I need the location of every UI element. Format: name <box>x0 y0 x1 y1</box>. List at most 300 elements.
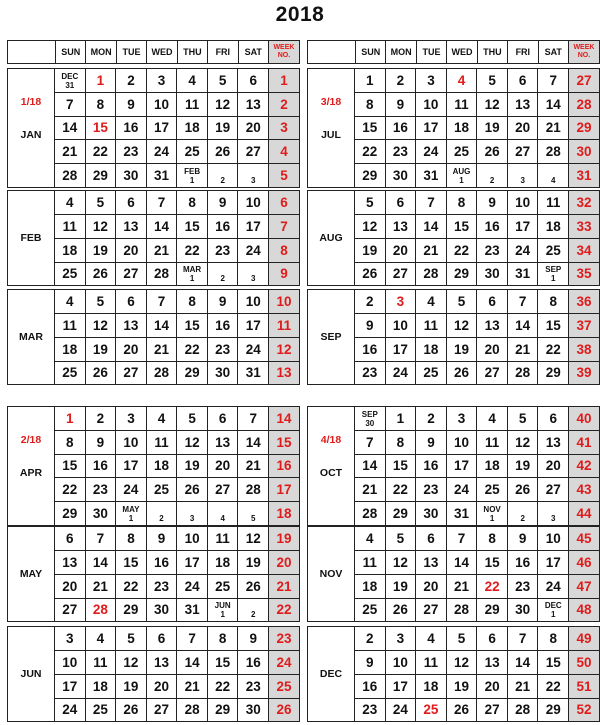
day-cell[interactable]: 26 <box>355 263 386 286</box>
day-cell[interactable] <box>538 263 569 286</box>
day-cell[interactable]: 27 <box>116 263 147 286</box>
day-cell[interactable]: 16 <box>508 551 539 574</box>
day-cell[interactable]: 26 <box>116 699 147 722</box>
day-cell[interactable]: 23 <box>116 140 147 163</box>
day-cell[interactable]: 4 <box>355 527 386 550</box>
day-cell[interactable]: 28 <box>447 599 478 622</box>
day-cell[interactable]: 6 <box>55 527 86 550</box>
day-cell[interactable]: 17 <box>177 551 208 574</box>
day-cell[interactable]: 15 <box>116 551 147 574</box>
day-cell[interactable]: 15 <box>55 455 86 478</box>
day-cell[interactable]: 21 <box>147 338 178 361</box>
day-cell[interactable]: 10 <box>55 651 86 674</box>
day-cell[interactable]: 22 <box>538 338 569 361</box>
day-cell[interactable]: 6 <box>508 69 539 92</box>
day-cell[interactable]: 17 <box>386 338 417 361</box>
day-cell[interactable]: 12 <box>208 93 239 116</box>
day-cell[interactable]: 21 <box>238 455 269 478</box>
day-cell[interactable]: 18 <box>208 551 239 574</box>
day-cell[interactable]: 7 <box>508 290 539 313</box>
day-cell[interactable]: 6 <box>416 527 447 550</box>
day-cell[interactable] <box>447 164 478 187</box>
day-cell[interactable]: 8 <box>116 527 147 550</box>
day-cell[interactable]: 9 <box>116 93 147 116</box>
day-cell[interactable]: 10 <box>538 527 569 550</box>
day-cell[interactable]: 30 <box>386 164 417 187</box>
day-cell[interactable]: 26 <box>477 140 508 163</box>
day-cell[interactable]: 5 <box>508 407 539 430</box>
day-cell[interactable]: 8 <box>177 191 208 214</box>
day-cell[interactable]: 11 <box>55 215 86 238</box>
day-cell[interactable]: 21 <box>86 575 117 598</box>
day-cell[interactable]: 7 <box>538 69 569 92</box>
day-cell[interactable]: 30 <box>208 362 239 385</box>
day-cell[interactable]: 10 <box>508 191 539 214</box>
day-cell[interactable]: 11 <box>447 93 478 116</box>
day-cell[interactable]: 15 <box>208 651 239 674</box>
day-cell[interactable]: 28 <box>147 263 178 286</box>
day-cell[interactable]: 23 <box>208 338 239 361</box>
day-cell[interactable]: 19 <box>86 338 117 361</box>
day-cell[interactable]: 29 <box>477 599 508 622</box>
day-cell[interactable]: 19 <box>86 239 117 262</box>
day-cell[interactable]: 15 <box>355 117 386 140</box>
day-cell[interactable]: 20 <box>538 455 569 478</box>
day-cell[interactable]: 4 <box>208 502 239 525</box>
day-cell[interactable]: 5 <box>208 69 239 92</box>
day-cell[interactable]: 11 <box>208 527 239 550</box>
day-cell[interactable]: 27 <box>538 478 569 501</box>
day-cell[interactable]: 31 <box>416 164 447 187</box>
day-cell[interactable]: 14 <box>416 215 447 238</box>
day-cell[interactable]: 16 <box>208 314 239 337</box>
day-cell[interactable]: 8 <box>86 93 117 116</box>
day-cell[interactable]: 26 <box>447 699 478 722</box>
day-cell[interactable]: 6 <box>116 290 147 313</box>
day-cell[interactable]: 14 <box>508 314 539 337</box>
day-cell[interactable]: 31 <box>147 164 178 187</box>
day-cell[interactable]: 24 <box>177 575 208 598</box>
day-cell[interactable]: 3 <box>55 627 86 650</box>
day-cell[interactable]: 2 <box>208 263 239 286</box>
day-cell[interactable]: 20 <box>116 239 147 262</box>
day-cell[interactable]: 15 <box>447 215 478 238</box>
day-cell[interactable] <box>55 69 86 92</box>
day-cell[interactable]: 19 <box>208 117 239 140</box>
day-cell[interactable]: 13 <box>116 314 147 337</box>
day-cell[interactable]: 20 <box>477 338 508 361</box>
day-cell[interactable]: 10 <box>238 191 269 214</box>
day-cell[interactable]: 25 <box>447 140 478 163</box>
day-cell[interactable]: 14 <box>508 651 539 674</box>
day-cell[interactable]: 2 <box>508 502 539 525</box>
day-cell[interactable]: 11 <box>86 651 117 674</box>
day-cell[interactable]: 19 <box>447 338 478 361</box>
day-cell[interactable]: 5 <box>447 627 478 650</box>
day-cell[interactable]: 1 <box>86 69 117 92</box>
day-cell[interactable]: 19 <box>477 117 508 140</box>
day-cell[interactable]: 20 <box>116 338 147 361</box>
day-cell[interactable]: 25 <box>208 575 239 598</box>
day-cell[interactable]: 7 <box>147 191 178 214</box>
day-cell[interactable]: 28 <box>238 478 269 501</box>
day-cell[interactable]: 3 <box>238 164 269 187</box>
day-cell[interactable]: 27 <box>477 362 508 385</box>
day-cell[interactable]: 26 <box>86 263 117 286</box>
day-cell[interactable]: 26 <box>177 478 208 501</box>
day-cell[interactable]: 15 <box>538 314 569 337</box>
day-cell[interactable]: 2 <box>208 164 239 187</box>
day-cell[interactable]: 21 <box>147 239 178 262</box>
day-cell[interactable]: 24 <box>55 699 86 722</box>
day-cell[interactable]: 28 <box>55 164 86 187</box>
day-cell[interactable]: 22 <box>55 478 86 501</box>
day-cell[interactable]: 25 <box>416 699 447 722</box>
day-cell[interactable]: 24 <box>238 239 269 262</box>
day-cell[interactable]: 4 <box>147 407 178 430</box>
day-cell[interactable]: 13 <box>538 431 569 454</box>
day-cell[interactable]: 25 <box>416 362 447 385</box>
day-cell[interactable]: 18 <box>416 338 447 361</box>
day-cell[interactable]: 9 <box>208 290 239 313</box>
day-cell[interactable]: 1 <box>386 407 417 430</box>
day-cell[interactable]: 15 <box>538 651 569 674</box>
day-cell[interactable]: 12 <box>86 314 117 337</box>
day-cell[interactable]: 11 <box>416 651 447 674</box>
day-cell[interactable]: 12 <box>86 215 117 238</box>
day-cell[interactable]: 9 <box>86 431 117 454</box>
day-cell[interactable]: 19 <box>447 675 478 698</box>
day-cell[interactable]: 18 <box>355 575 386 598</box>
day-cell[interactable]: 22 <box>447 239 478 262</box>
day-cell[interactable]: 29 <box>538 699 569 722</box>
day-cell[interactable]: 25 <box>55 362 86 385</box>
day-cell[interactable] <box>538 599 569 622</box>
day-cell[interactable]: 24 <box>386 699 417 722</box>
day-cell[interactable]: 16 <box>147 551 178 574</box>
day-cell[interactable]: 13 <box>238 93 269 116</box>
day-cell[interactable]: 9 <box>238 627 269 650</box>
day-cell[interactable]: 6 <box>238 69 269 92</box>
day-cell[interactable]: 30 <box>508 599 539 622</box>
day-cell[interactable]: 16 <box>355 675 386 698</box>
day-cell[interactable]: 9 <box>386 93 417 116</box>
day-cell[interactable]: 21 <box>55 140 86 163</box>
day-cell[interactable]: 22 <box>386 478 417 501</box>
day-cell[interactable]: 29 <box>355 164 386 187</box>
day-cell[interactable]: 29 <box>447 263 478 286</box>
day-cell[interactable]: 25 <box>477 478 508 501</box>
day-cell[interactable]: 13 <box>416 551 447 574</box>
day-cell[interactable]: 16 <box>416 455 447 478</box>
day-cell[interactable]: 8 <box>177 290 208 313</box>
day-cell[interactable]: 27 <box>386 263 417 286</box>
day-cell[interactable]: 28 <box>355 502 386 525</box>
day-cell[interactable]: 8 <box>355 93 386 116</box>
day-cell[interactable]: 24 <box>508 239 539 262</box>
day-cell[interactable]: 19 <box>508 455 539 478</box>
day-cell[interactable]: 18 <box>447 117 478 140</box>
day-cell[interactable]: 6 <box>208 407 239 430</box>
day-cell[interactable]: 13 <box>116 215 147 238</box>
day-cell[interactable]: 3 <box>416 69 447 92</box>
day-cell[interactable]: 4 <box>447 69 478 92</box>
day-cell[interactable]: 14 <box>177 651 208 674</box>
day-cell[interactable]: 19 <box>355 239 386 262</box>
day-cell[interactable]: 24 <box>386 362 417 385</box>
day-cell[interactable]: 31 <box>508 263 539 286</box>
day-cell[interactable]: 21 <box>538 117 569 140</box>
day-cell[interactable]: 19 <box>238 551 269 574</box>
day-cell[interactable]: 8 <box>386 431 417 454</box>
day-cell[interactable]: 23 <box>508 575 539 598</box>
day-cell[interactable]: 14 <box>147 314 178 337</box>
day-cell[interactable]: 23 <box>208 239 239 262</box>
day-cell[interactable]: 25 <box>177 140 208 163</box>
day-cell[interactable]: 18 <box>147 455 178 478</box>
day-cell[interactable]: 21 <box>416 239 447 262</box>
day-cell[interactable]: 27 <box>477 699 508 722</box>
day-cell[interactable]: 28 <box>86 599 117 622</box>
day-cell[interactable]: 10 <box>447 431 478 454</box>
day-cell[interactable]: 31 <box>238 362 269 385</box>
day-cell[interactable]: 3 <box>116 407 147 430</box>
day-cell[interactable]: 3 <box>386 627 417 650</box>
day-cell[interactable]: 8 <box>538 627 569 650</box>
day-cell[interactable]: 29 <box>116 599 147 622</box>
day-cell[interactable]: 18 <box>477 455 508 478</box>
day-cell[interactable]: 13 <box>508 93 539 116</box>
day-cell[interactable]: 18 <box>55 239 86 262</box>
day-cell[interactable]: 26 <box>447 362 478 385</box>
day-cell[interactable]: 12 <box>116 651 147 674</box>
day-cell[interactable]: 24 <box>116 478 147 501</box>
day-cell[interactable]: 28 <box>538 140 569 163</box>
day-cell[interactable]: 6 <box>386 191 417 214</box>
day-cell[interactable]: 6 <box>477 290 508 313</box>
day-cell[interactable]: 11 <box>538 191 569 214</box>
day-cell[interactable]: 18 <box>86 675 117 698</box>
day-cell[interactable]: 29 <box>86 164 117 187</box>
day-cell[interactable]: 31 <box>177 599 208 622</box>
day-cell[interactable]: 14 <box>86 551 117 574</box>
day-cell[interactable]: 5 <box>386 527 417 550</box>
day-cell[interactable]: 9 <box>355 314 386 337</box>
day-cell[interactable]: 2 <box>147 502 178 525</box>
day-cell[interactable]: 15 <box>177 314 208 337</box>
day-cell[interactable]: 28 <box>147 362 178 385</box>
day-cell[interactable]: 23 <box>477 239 508 262</box>
day-cell[interactable]: 9 <box>208 191 239 214</box>
day-cell[interactable]: 25 <box>86 699 117 722</box>
day-cell[interactable]: 9 <box>508 527 539 550</box>
day-cell[interactable]: 29 <box>386 502 417 525</box>
day-cell[interactable]: 30 <box>86 502 117 525</box>
day-cell[interactable]: 7 <box>238 407 269 430</box>
day-cell[interactable]: 14 <box>538 93 569 116</box>
day-cell[interactable]: 29 <box>177 362 208 385</box>
day-cell[interactable]: 4 <box>416 290 447 313</box>
day-cell[interactable]: 24 <box>538 575 569 598</box>
day-cell[interactable]: 23 <box>147 575 178 598</box>
day-cell[interactable]: 22 <box>177 338 208 361</box>
day-cell[interactable]: 20 <box>147 675 178 698</box>
day-cell[interactable]: 4 <box>55 191 86 214</box>
day-cell[interactable]: 10 <box>177 527 208 550</box>
day-cell[interactable]: 2 <box>86 407 117 430</box>
day-cell[interactable]: 6 <box>116 191 147 214</box>
day-cell[interactable]: 9 <box>416 431 447 454</box>
day-cell[interactable]: 4 <box>86 627 117 650</box>
day-cell[interactable]: 19 <box>177 455 208 478</box>
day-cell[interactable]: 17 <box>508 215 539 238</box>
day-cell[interactable]: 2 <box>355 627 386 650</box>
day-cell[interactable]: 18 <box>55 338 86 361</box>
day-cell[interactable]: 10 <box>386 314 417 337</box>
day-cell[interactable]: 15 <box>86 117 117 140</box>
day-cell[interactable]: 18 <box>538 215 569 238</box>
day-cell[interactable]: 29 <box>55 502 86 525</box>
day-cell[interactable]: 12 <box>447 314 478 337</box>
day-cell[interactable]: 17 <box>447 455 478 478</box>
day-cell[interactable]: 17 <box>538 551 569 574</box>
day-cell[interactable]: 24 <box>416 140 447 163</box>
day-cell[interactable]: 2 <box>238 599 269 622</box>
day-cell[interactable]: 13 <box>147 651 178 674</box>
day-cell[interactable]: 5 <box>116 627 147 650</box>
day-cell[interactable]: 18 <box>416 675 447 698</box>
day-cell[interactable]: 12 <box>508 431 539 454</box>
day-cell[interactable]: 3 <box>447 407 478 430</box>
day-cell[interactable]: 21 <box>508 675 539 698</box>
day-cell[interactable]: 5 <box>355 191 386 214</box>
day-cell[interactable]: 14 <box>447 551 478 574</box>
day-cell[interactable]: 11 <box>55 314 86 337</box>
day-cell[interactable]: 3 <box>147 69 178 92</box>
day-cell[interactable]: 7 <box>55 93 86 116</box>
day-cell[interactable]: 17 <box>416 117 447 140</box>
day-cell[interactable]: 24 <box>238 338 269 361</box>
day-cell[interactable]: 10 <box>238 290 269 313</box>
day-cell[interactable]: 7 <box>177 627 208 650</box>
day-cell[interactable]: 17 <box>116 455 147 478</box>
day-cell[interactable]: 9 <box>147 527 178 550</box>
day-cell[interactable]: 22 <box>355 140 386 163</box>
day-cell[interactable]: 24 <box>447 478 478 501</box>
day-cell[interactable]: 17 <box>238 215 269 238</box>
day-cell[interactable]: 12 <box>477 93 508 116</box>
day-cell[interactable]: 25 <box>538 239 569 262</box>
day-cell[interactable]: 26 <box>508 478 539 501</box>
day-cell[interactable]: 10 <box>416 93 447 116</box>
day-cell[interactable]: 30 <box>477 263 508 286</box>
day-cell[interactable]: 14 <box>55 117 86 140</box>
day-cell[interactable]: 11 <box>177 93 208 116</box>
day-cell[interactable]: 28 <box>508 362 539 385</box>
day-cell[interactable]: 9 <box>477 191 508 214</box>
day-cell[interactable]: 20 <box>508 117 539 140</box>
day-cell[interactable]: 11 <box>477 431 508 454</box>
day-cell[interactable]: 18 <box>177 117 208 140</box>
day-cell[interactable]: 8 <box>477 527 508 550</box>
day-cell[interactable]: 28 <box>416 263 447 286</box>
day-cell[interactable]: 8 <box>447 191 478 214</box>
day-cell[interactable]: 20 <box>416 575 447 598</box>
day-cell[interactable]: 5 <box>86 290 117 313</box>
day-cell[interactable] <box>116 502 147 525</box>
day-cell[interactable] <box>477 502 508 525</box>
day-cell[interactable]: 4 <box>177 69 208 92</box>
day-cell[interactable]: 31 <box>447 502 478 525</box>
day-cell[interactable]: 11 <box>147 431 178 454</box>
day-cell[interactable]: 12 <box>386 551 417 574</box>
day-cell[interactable]: 22 <box>177 239 208 262</box>
day-cell[interactable]: 23 <box>355 699 386 722</box>
day-cell[interactable]: 24 <box>147 140 178 163</box>
day-cell[interactable]: 4 <box>416 627 447 650</box>
day-cell[interactable]: 15 <box>177 215 208 238</box>
day-cell[interactable]: 20 <box>208 455 239 478</box>
day-cell[interactable]: 13 <box>208 431 239 454</box>
day-cell[interactable]: 14 <box>238 431 269 454</box>
day-cell[interactable]: 21 <box>177 675 208 698</box>
day-cell[interactable]: 1 <box>355 69 386 92</box>
day-cell[interactable] <box>208 599 239 622</box>
day-cell[interactable]: 17 <box>238 314 269 337</box>
day-cell[interactable]: 8 <box>55 431 86 454</box>
day-cell[interactable]: 11 <box>416 314 447 337</box>
day-cell[interactable]: 21 <box>508 338 539 361</box>
day-cell[interactable]: 26 <box>386 599 417 622</box>
day-cell[interactable]: 13 <box>477 651 508 674</box>
day-cell[interactable]: 16 <box>208 215 239 238</box>
day-cell[interactable]: 5 <box>238 502 269 525</box>
day-cell[interactable]: 29 <box>208 699 239 722</box>
day-cell[interactable]: 2 <box>355 290 386 313</box>
day-cell[interactable]: 23 <box>86 478 117 501</box>
day-cell[interactable]: 25 <box>55 263 86 286</box>
day-cell[interactable]: 27 <box>416 599 447 622</box>
day-cell[interactable]: 14 <box>355 455 386 478</box>
day-cell[interactable]: 17 <box>386 675 417 698</box>
day-cell[interactable]: 12 <box>177 431 208 454</box>
day-cell[interactable]: 27 <box>55 599 86 622</box>
day-cell[interactable]: 23 <box>386 140 417 163</box>
day-cell[interactable]: 12 <box>238 527 269 550</box>
day-cell[interactable]: 10 <box>116 431 147 454</box>
day-cell[interactable]: 23 <box>238 675 269 698</box>
day-cell[interactable]: 27 <box>116 362 147 385</box>
day-cell[interactable]: 5 <box>177 407 208 430</box>
day-cell[interactable]: 2 <box>116 69 147 92</box>
day-cell[interactable]: 2 <box>386 69 417 92</box>
day-cell[interactable]: 20 <box>386 239 417 262</box>
day-cell[interactable]: 27 <box>238 140 269 163</box>
day-cell[interactable]: 30 <box>416 502 447 525</box>
day-cell[interactable]: 17 <box>55 675 86 698</box>
day-cell[interactable]: 3 <box>538 502 569 525</box>
day-cell[interactable]: 28 <box>177 699 208 722</box>
day-cell[interactable]: 3 <box>386 290 417 313</box>
day-cell[interactable]: 21 <box>447 575 478 598</box>
day-cell[interactable]: 2 <box>416 407 447 430</box>
day-cell[interactable]: 23 <box>416 478 447 501</box>
day-cell[interactable]: 13 <box>386 215 417 238</box>
day-cell[interactable]: 22 <box>477 575 508 598</box>
day-cell[interactable] <box>177 263 208 286</box>
day-cell[interactable]: 30 <box>238 699 269 722</box>
day-cell[interactable]: 4 <box>55 290 86 313</box>
